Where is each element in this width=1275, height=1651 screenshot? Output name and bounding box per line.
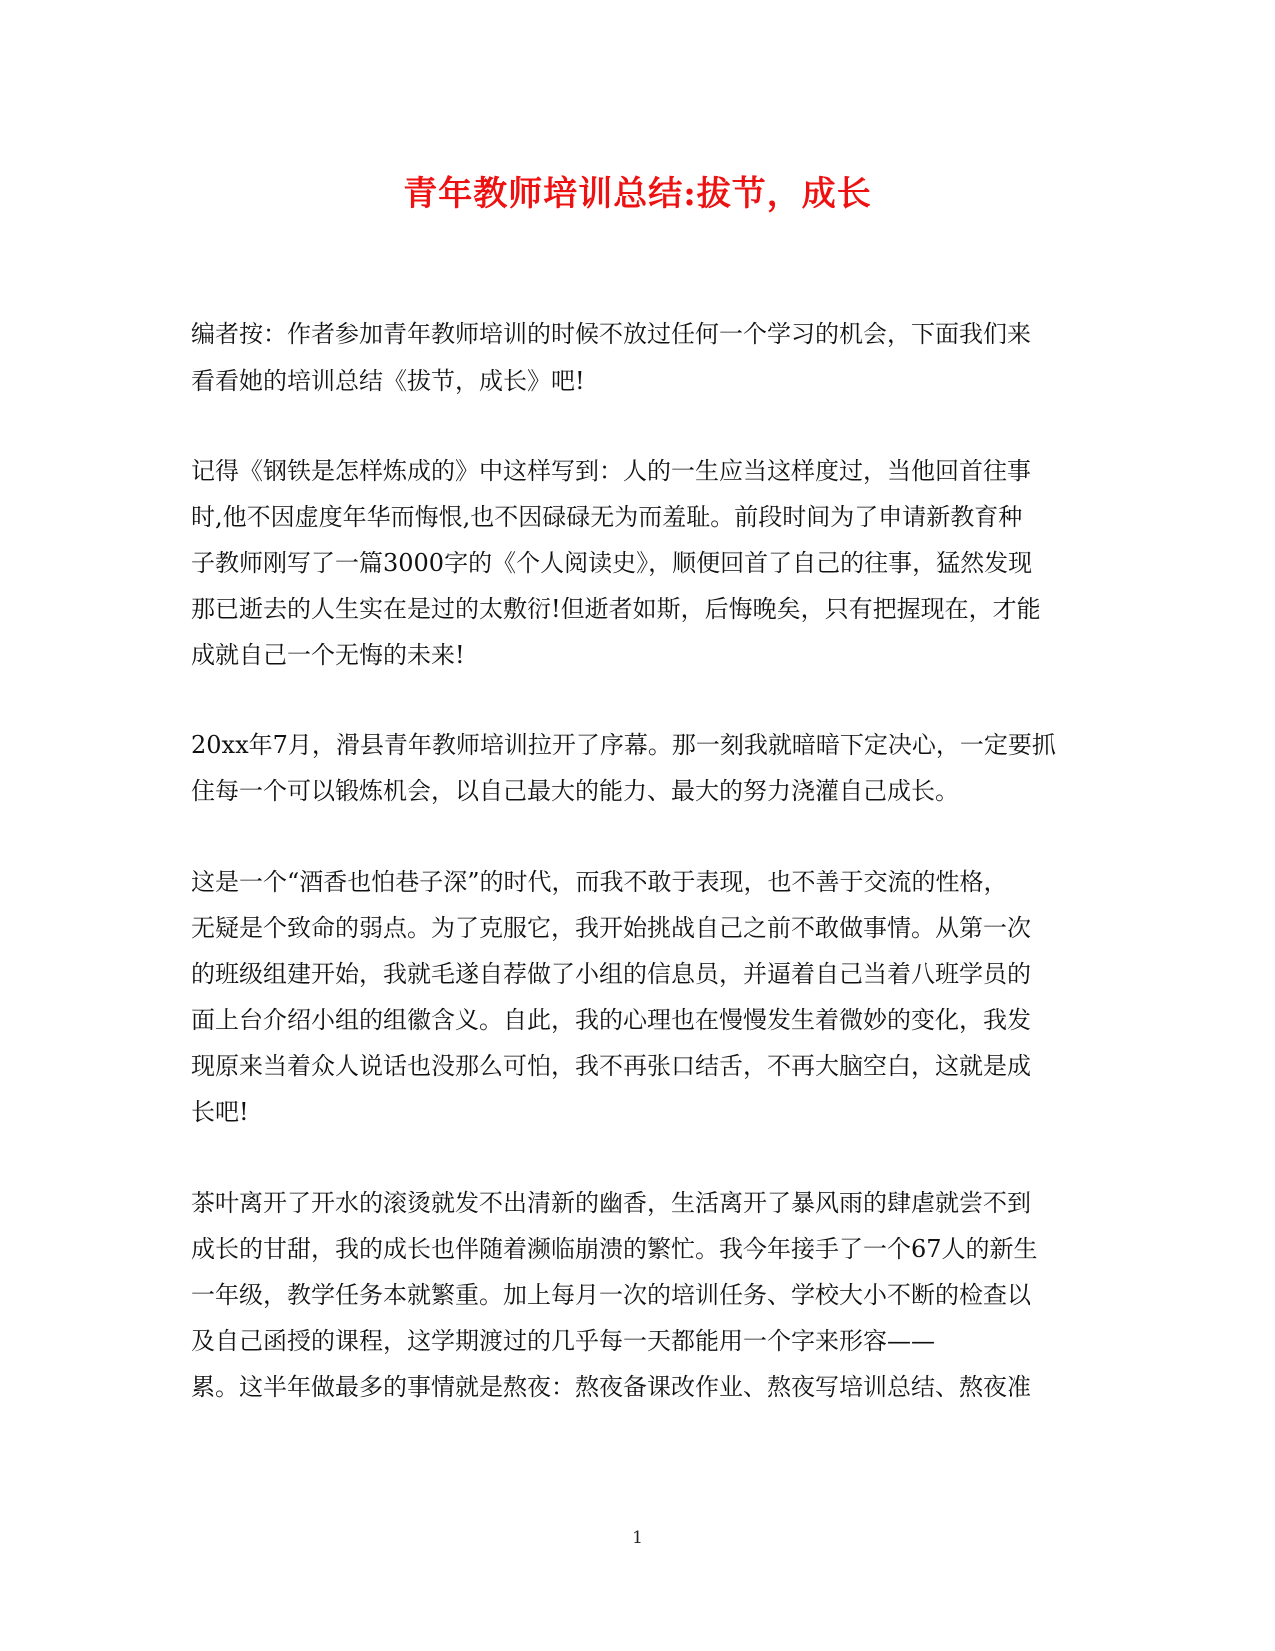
page-number: 1 xyxy=(632,1528,643,1548)
document-title: 青年教师培训总结:拔节，成长 xyxy=(403,174,872,214)
body-line: 面上台介绍小组的组徽含义。自此，我的心理也在慢慢发生着微妙的变化，我发 xyxy=(191,1006,1031,1034)
body-line: 累。这半年做最多的事情就是熬夜：熬夜备课改作业、熬夜写培训总结、熬夜准 xyxy=(191,1373,1031,1401)
body-line: 及自己函授的课程，这学期渡过的几乎每一天都能用一个字来形容—— xyxy=(191,1327,935,1355)
body-line: 无疑是个致命的弱点。为了克服它，我开始挑战自己之前不敢做事情。从第一次 xyxy=(191,914,1031,942)
body-line: 现原来当着众人说话也没那么可怕，我不再张口结舌，不再大脑空白，这就是成 xyxy=(191,1052,1031,1080)
body-line: 住每一个可以锻炼机会，以自己最大的能力、最大的努力浇灌自己成长。 xyxy=(191,777,959,805)
body-line: 成就自己一个无悔的未来! xyxy=(191,641,465,669)
body-line: 成长的甘甜，我的成长也伴随着濒临崩溃的繁忙。我今年接手了一个67人的新生 xyxy=(191,1235,1038,1263)
body-line: 子教师刚写了一篇3000字的《个人阅读史》，顺便回首了自己的往事，猛然发现 xyxy=(191,549,1033,577)
body-line: 的班级组建开始，我就毛遂自荐做了小组的信息员，并逼着自己当着八班学员的 xyxy=(191,960,1031,988)
body-line: 编者按：作者参加青年教师培训的时候不放过任何一个学习的机会，下面我们来 xyxy=(191,320,1031,348)
body-line: 看看她的培训总结《拔节，成长》吧! xyxy=(191,367,585,395)
body-line: 一年级，教学任务本就繁重。加上每月一次的培训任务、学校大小不断的检查以 xyxy=(191,1281,1031,1309)
body-line: 长吧! xyxy=(191,1098,249,1126)
body-line: 记得《钢铁是怎样炼成的》中这样写到：人的一生应当这样度过，当他回首往事 xyxy=(191,457,1031,485)
body-line: 那已逝去的人生实在是过的太敷衍!但逝者如斯，后悔晚矣，只有把握现在，才能 xyxy=(191,595,1041,623)
body-line: 茶叶离开了开水的滚烫就发不出清新的幽香，生活离开了暴风雨的肆虐就尝不到 xyxy=(191,1189,1031,1217)
body-line: 20xx年7月，滑县青年教师培训拉开了序幕。那一刻我就暗暗下定决心，一定要抓 xyxy=(191,731,1056,759)
body-line: 时,他不因虚度年华而悔恨,也不因碌碌无为而羞耻。前段时间为了申请新教育种 xyxy=(191,503,1023,531)
body-line: 这是一个“酒香也怕巷子深”的时代，而我不敢于表现，也不善于交流的性格， xyxy=(191,868,1008,896)
